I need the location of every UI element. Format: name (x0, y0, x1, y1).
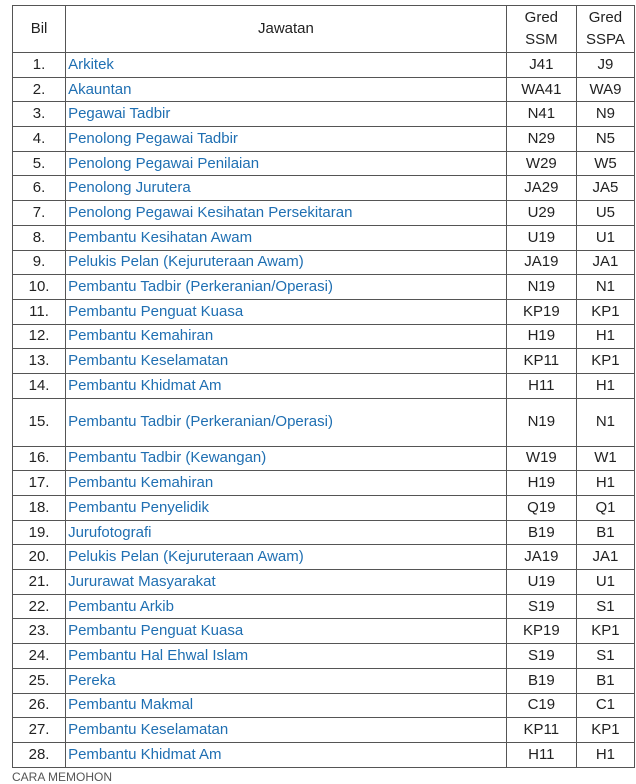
cell-gred-sspa: JA5 (576, 176, 634, 201)
cell-gred-sspa: KP1 (576, 299, 634, 324)
cell-gred-ssm: KP11 (506, 349, 576, 374)
cell-gred-ssm: S19 (506, 644, 576, 669)
cell-gred-sspa: H1 (576, 373, 634, 398)
cell-gred-ssm: N19 (506, 275, 576, 300)
cell-gred-sspa: N5 (576, 127, 634, 152)
cell-gred-ssm: B19 (506, 668, 576, 693)
cell-gred-sspa: N9 (576, 102, 634, 127)
cell-bil: 4. (13, 127, 66, 152)
header-gred-sspa: Gred SSPA (576, 6, 634, 53)
cell-gred-ssm: U19 (506, 225, 576, 250)
cell-jawatan (66, 324, 507, 349)
cell-bil: 11. (13, 299, 66, 324)
cell-bil: 21. (13, 570, 66, 595)
table-row (13, 520, 635, 545)
cell-jawatan (66, 742, 507, 767)
table-header-row (13, 6, 635, 53)
cell-gred-ssm: J41 (506, 53, 576, 78)
cell-bil: 22. (13, 594, 66, 619)
table-row (13, 471, 635, 496)
cell-gred-ssm: S19 (506, 594, 576, 619)
cell-gred-sspa: U1 (576, 570, 634, 595)
cell-jawatan (66, 718, 507, 743)
table-row (13, 176, 635, 201)
table-row (13, 718, 635, 743)
cell-gred-sspa: W5 (576, 151, 634, 176)
table-row (13, 102, 635, 127)
cell-gred-ssm: KP11 (506, 718, 576, 743)
jawatan-link[interactable]: Pegawai Tadbir (68, 105, 171, 123)
table-row (13, 201, 635, 226)
cell-gred-ssm: H11 (506, 742, 576, 767)
table-row (13, 225, 635, 250)
table-row (13, 275, 635, 300)
cell-jawatan (66, 77, 507, 102)
cell-bil: 15. (13, 398, 66, 446)
cell-jawatan (66, 250, 507, 275)
cell-gred-ssm: C19 (506, 693, 576, 718)
cell-gred-sspa: KP1 (576, 349, 634, 374)
cell-bil: 3. (13, 102, 66, 127)
cell-gred-sspa: J9 (576, 53, 634, 78)
jawatan-link[interactable]: Pembantu Kemahiran (68, 327, 214, 345)
jawatan-link[interactable]: Pembantu Tadbir (Perkeranian/Operasi) (68, 278, 333, 296)
cell-gred-ssm: W19 (506, 446, 576, 471)
cell-gred-ssm: N29 (506, 127, 576, 152)
cell-gred-sspa: JA1 (576, 250, 634, 275)
cell-bil: 16. (13, 446, 66, 471)
table-row (13, 250, 635, 275)
cell-gred-sspa: B1 (576, 668, 634, 693)
table-row (13, 446, 635, 471)
table-row (13, 151, 635, 176)
jawatan-link[interactable]: Pembantu Keselamatan (68, 352, 229, 370)
cell-jawatan (66, 570, 507, 595)
cell-jawatan (66, 619, 507, 644)
jawatan-link[interactable]: Pembantu Keselamatan (68, 721, 229, 739)
cell-bil: 9. (13, 250, 66, 275)
cell-jawatan (66, 446, 507, 471)
jawatan-link[interactable]: Pembantu Khidmat Am (68, 745, 222, 763)
jawatan-link[interactable]: Jururawat Masyarakat (68, 572, 216, 590)
table-row (13, 545, 635, 570)
cell-bil: 13. (13, 349, 66, 374)
jawatan-table (12, 5, 635, 768)
cell-gred-ssm: H11 (506, 373, 576, 398)
cell-bil: 6. (13, 176, 66, 201)
cell-bil: 23. (13, 619, 66, 644)
cell-bil: 20. (13, 545, 66, 570)
jawatan-link[interactable]: Pelukis Pelan (Kejuruteraan Awam) (68, 548, 304, 566)
jawatan-link[interactable]: Pembantu Penguat Kuasa (68, 302, 244, 320)
cell-gred-ssm: WA41 (506, 77, 576, 102)
cell-gred-sspa: N1 (576, 398, 634, 446)
cell-bil: 17. (13, 471, 66, 496)
cell-gred-ssm: N41 (506, 102, 576, 127)
cell-gred-ssm: B19 (506, 520, 576, 545)
cell-jawatan (66, 693, 507, 718)
cell-gred-sspa: N1 (576, 275, 634, 300)
cell-bil: 1. (13, 53, 66, 78)
cell-jawatan (66, 471, 507, 496)
cell-gred-ssm: Q19 (506, 496, 576, 521)
header-gred-ssm: Gred SSM (506, 6, 576, 53)
cell-jawatan (66, 496, 507, 521)
cell-gred-ssm: JA19 (506, 250, 576, 275)
jawatan-link[interactable]: Pembantu Penguat Kuasa (68, 622, 244, 640)
cell-gred-sspa: S1 (576, 594, 634, 619)
table-row (13, 594, 635, 619)
cell-jawatan (66, 275, 507, 300)
cell-bil: 27. (13, 718, 66, 743)
cell-gred-sspa: W1 (576, 446, 634, 471)
cell-gred-ssm: JA29 (506, 176, 576, 201)
cell-gred-sspa: U5 (576, 201, 634, 226)
cell-bil: 5. (13, 151, 66, 176)
jawatan-link[interactable]: Penolong Pegawai Kesihatan Persekitaran (68, 203, 353, 221)
table-row (13, 77, 635, 102)
cell-jawatan (66, 201, 507, 226)
table-row (13, 349, 635, 374)
cell-jawatan (66, 349, 507, 374)
cell-gred-sspa: H1 (576, 324, 634, 349)
jawatan-link[interactable]: Pembantu Penyelidik (68, 498, 209, 516)
cell-jawatan (66, 299, 507, 324)
cell-jawatan (66, 644, 507, 669)
cell-jawatan (66, 53, 507, 78)
header-jawatan: Jawatan (66, 6, 507, 53)
table-row (13, 398, 635, 446)
table-row (13, 373, 635, 398)
table-row (13, 668, 635, 693)
cell-bil: 26. (13, 693, 66, 718)
cell-gred-ssm: W29 (506, 151, 576, 176)
jawatan-link[interactable]: Pembantu Tadbir (Perkeranian/Operasi) (68, 413, 333, 431)
cell-gred-ssm: U19 (506, 570, 576, 595)
cell-gred-sspa: H1 (576, 471, 634, 496)
jawatan-link[interactable]: Pereka (68, 671, 116, 689)
cell-jawatan (66, 225, 507, 250)
cell-gred-sspa: Q1 (576, 496, 634, 521)
jawatan-link[interactable]: Penolong Pegawai Penilaian (68, 154, 260, 172)
jawatan-link[interactable]: Pembantu Hal Ehwal Islam (68, 646, 249, 664)
table-row (13, 324, 635, 349)
cell-gred-ssm: H19 (506, 324, 576, 349)
table-row (13, 570, 635, 595)
jawatan-link[interactable]: Penolong Jurutera (68, 179, 191, 197)
table-row (13, 644, 635, 669)
jawatan-link[interactable]: Akauntan (68, 80, 132, 98)
cell-gred-ssm: U29 (506, 201, 576, 226)
cell-bil: 25. (13, 668, 66, 693)
table-row (13, 742, 635, 767)
header-bil: Bil (13, 6, 66, 53)
cell-bil: 7. (13, 201, 66, 226)
cell-jawatan (66, 151, 507, 176)
cell-jawatan (66, 545, 507, 570)
jawatan-link[interactable]: Pelukis Pelan (Kejuruteraan Awam) (68, 253, 304, 271)
jawatan-link[interactable]: Pembantu Khidmat Am (68, 376, 222, 394)
cell-gred-sspa: KP1 (576, 619, 634, 644)
footer-heading: CARA MEMOHON (12, 770, 113, 784)
cell-gred-ssm: KP19 (506, 619, 576, 644)
table-row (13, 299, 635, 324)
cell-jawatan (66, 102, 507, 127)
table-row (13, 53, 635, 78)
cell-gred-sspa: WA9 (576, 77, 634, 102)
cell-jawatan (66, 176, 507, 201)
cell-bil: 10. (13, 275, 66, 300)
jawatan-link[interactable]: Pembantu Kesihatan Awam (68, 228, 253, 246)
cell-gred-sspa: H1 (576, 742, 634, 767)
cell-bil: 8. (13, 225, 66, 250)
cell-jawatan (66, 594, 507, 619)
cell-jawatan (66, 398, 507, 446)
table-row (13, 619, 635, 644)
jawatan-link[interactable]: Pembantu Kemahiran (68, 474, 214, 492)
table-row (13, 127, 635, 152)
cell-gred-sspa: C1 (576, 693, 634, 718)
cell-gred-sspa: S1 (576, 644, 634, 669)
cell-gred-sspa: KP1 (576, 718, 634, 743)
cell-gred-sspa: U1 (576, 225, 634, 250)
cell-bil: 28. (13, 742, 66, 767)
cell-gred-sspa: JA1 (576, 545, 634, 570)
jawatan-link[interactable]: Pembantu Makmal (68, 696, 194, 714)
cell-bil: 18. (13, 496, 66, 521)
jawatan-link[interactable]: Penolong Pegawai Tadbir (68, 129, 238, 147)
cell-gred-ssm: H19 (506, 471, 576, 496)
table-row (13, 693, 635, 718)
cell-jawatan (66, 127, 507, 152)
cell-gred-ssm: KP19 (506, 299, 576, 324)
cell-gred-sspa: B1 (576, 520, 634, 545)
jawatan-link[interactable]: Pembantu Tadbir (Kewangan) (68, 449, 267, 467)
cell-jawatan (66, 520, 507, 545)
cell-jawatan (66, 668, 507, 693)
jawatan-link[interactable]: Jurufotografi (68, 523, 152, 541)
cell-bil: 12. (13, 324, 66, 349)
cell-bil: 19. (13, 520, 66, 545)
cell-gred-ssm: JA19 (506, 545, 576, 570)
cell-bil: 14. (13, 373, 66, 398)
cell-bil: 2. (13, 77, 66, 102)
table-body (13, 53, 635, 768)
cell-gred-ssm: N19 (506, 398, 576, 446)
jawatan-link[interactable]: Arkitek (68, 55, 114, 73)
table-row (13, 496, 635, 521)
cell-jawatan (66, 373, 507, 398)
jawatan-link[interactable]: Pembantu Arkib (68, 597, 174, 615)
cell-bil: 24. (13, 644, 66, 669)
